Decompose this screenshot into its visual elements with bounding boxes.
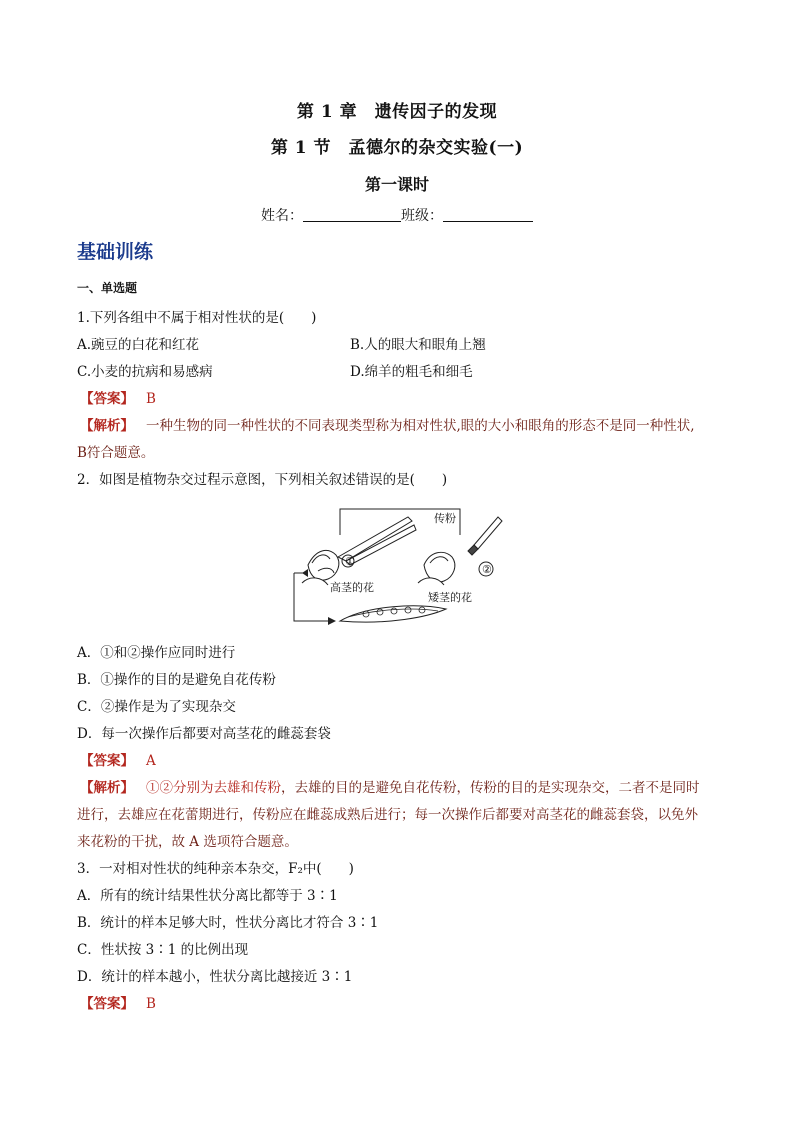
q1-analysis [80, 414, 695, 434]
analysis-tag: 【解析】 [80, 418, 134, 434]
q3-option-a: A．所有的统计结果性状分离比都等于 3∶1 [77, 888, 338, 904]
analysis-line: ，去雄的目的是避免自花传粉，传粉的目的是实现杂交，二者不是同时 [281, 780, 700, 796]
q2-stem: 2．如图是植物杂交过程示意图，下列相关叙述错误的是( ) [77, 472, 448, 488]
answer-tag: 【答案】 [80, 996, 134, 1012]
subsection-title: 一、单选题 [77, 281, 138, 295]
q1-option-a: A.豌豆的白花和红花 [77, 337, 200, 353]
q2-analysis [80, 776, 700, 796]
step-1-label: ① [345, 555, 355, 568]
class-blank[interactable] [443, 207, 533, 222]
q2-answer [80, 749, 156, 769]
section-heading: 第 1 节 孟德尔的杂交实验(一) [270, 138, 524, 158]
short-flower-label: 矮茎的花 [428, 591, 472, 604]
q1-analysis-cont: B符合题意。 [77, 445, 155, 461]
q1-stem: 1.下列各组中不属于相对性状的是( ) [77, 310, 317, 326]
q1-option-d: D.绵羊的粗毛和细毛 [350, 364, 473, 380]
lesson-title: 第一课时 [364, 175, 429, 194]
answer-value: B [146, 996, 156, 1012]
section-title: 基础训练 [77, 241, 154, 263]
name-label: 姓名： [261, 208, 303, 224]
name-class-line [0, 205, 794, 225]
q2-option-a: A．①和②操作应同时进行 [77, 645, 236, 661]
step-2-label: ② [482, 563, 492, 576]
hybridization-figure [288, 505, 510, 627]
chapter-title: 第 1 章 遗传因子的发现 [296, 102, 498, 122]
analysis-highlight: ①②分别为去雄和传粉 [146, 780, 281, 796]
name-blank[interactable] [303, 207, 401, 222]
q3-stem: 3．一对相对性状的纯种亲本杂交，F₂中( ) [77, 861, 354, 877]
tall-flower-label: 高茎的花 [330, 581, 374, 594]
q3-option-c: C．性状按 3∶1 的比例出现 [77, 942, 249, 958]
q3-option-d: D．统计的样本越小，性状分离比越接近 3∶1 [77, 969, 353, 985]
pollinate-label: 传粉 [434, 512, 456, 525]
q1-answer [80, 387, 156, 407]
q2-option-b: B．①操作的目的是避免自花传粉 [77, 672, 276, 688]
q2-analysis-cont-1: 进行，去雄应在花蕾期进行，传粉应在雌蕊成熟后进行；每一次操作后都要对高茎花的雌蕊套袋，以免外 [77, 807, 698, 823]
answer-value: B [146, 391, 156, 407]
answer-tag: 【答案】 [80, 391, 134, 407]
q1-option-c: C.小麦的抗病和易感病 [77, 364, 213, 380]
answer-tag: 【答案】 [80, 753, 134, 769]
q1-option-b: B.人的眼大和眼角上翘 [350, 337, 486, 353]
q3-option-b: B．统计的样本足够大时，性状分离比才符合 3∶1 [77, 915, 379, 931]
q2-analysis-cont-2: 来花粉的干扰，故 A 选项符合题意。 [77, 834, 298, 850]
analysis-tag: 【解析】 [80, 780, 134, 796]
q3-answer [80, 992, 156, 1012]
q2-option-c: C．②操作是为了实现杂交 [77, 699, 236, 715]
q2-option-d: D．每一次操作后都要对高茎花的雌蕊套袋 [77, 726, 331, 742]
analysis-line: 一种生物的同一种性状的不同表现类型称为相对性状,眼的大小和眼角的形态不是同一种性状, [146, 418, 695, 434]
answer-value: A [146, 753, 156, 769]
class-label: 班级： [401, 208, 443, 224]
hybridization-diagram [288, 505, 510, 627]
